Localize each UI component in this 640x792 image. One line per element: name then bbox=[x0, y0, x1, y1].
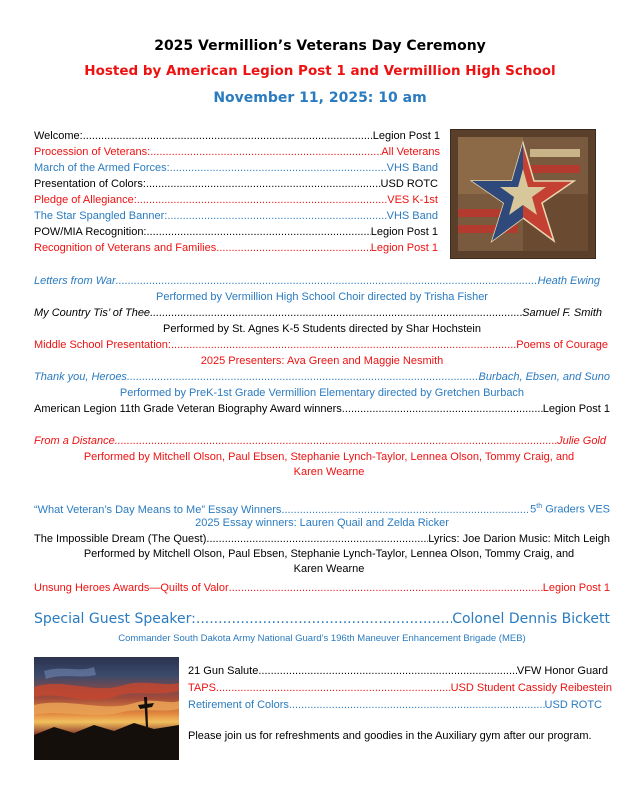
program-item-letters: Letters from War ..... Heath Ewing bbox=[34, 274, 600, 288]
distance-performers-line2: Karen Wearne bbox=[293, 466, 365, 478]
sunset-painting-image bbox=[34, 657, 179, 760]
program-item-pledge: Pledge of Allegiance: ..... VES K-1st bbox=[34, 193, 438, 207]
speaker-label: Special Guest Speaker: bbox=[34, 611, 196, 627]
sunset-flag-icon bbox=[34, 657, 179, 760]
refreshments-note: Please join us for refreshments and goodies in the Auxiliary gym after our program. bbox=[188, 730, 592, 742]
essay-winners-line: 2025 Essay winners: Lauren Quail and Zelda Ricker bbox=[195, 517, 449, 529]
speaker-title: Commander South Dakota Army National Guard’s 196th Maneuver Enhancement Brigade (MEB) bbox=[118, 633, 526, 644]
letters-performers: Performed by Vermillion High School Choir directed by Trisha Fisher bbox=[156, 291, 488, 303]
presenters-line: 2025 Presenters: Ava Green and Maggie Nesmith bbox=[200, 355, 444, 367]
program-item-march: March of the Armed Forces: ..... VHS Band bbox=[34, 161, 438, 175]
program-item-legion-award: American Legion 11th Grade Veteran Biography Award winners ..... Legion Post 1 bbox=[34, 402, 610, 416]
dream-performers-line2: Karen Wearne bbox=[293, 563, 365, 575]
program-item-country: My Country Tis’ of Thee ..... Samuel F. Smith bbox=[34, 306, 602, 320]
program-item-procession: Procession of Veterans: ..... All Veterans bbox=[34, 145, 440, 159]
dream-performers bbox=[48, 547, 610, 577]
program-item-recognition: Recognition of Veterans and Families ..... Legion Post 1 bbox=[34, 241, 438, 255]
date-line: November 11, 2025: 10 am bbox=[213, 90, 427, 106]
program-item-middle-school: Middle School Presentation: ..... Poems of Courage bbox=[34, 338, 608, 352]
program-item-dream: The Impossible Dream (The Quest) ..... Lyrics: Joe Darion Music: Mitch Leigh bbox=[34, 532, 610, 546]
country-performers: Performed by St. Agnes K-5 Students directed by Shar Hochstein bbox=[163, 323, 481, 335]
distance-performers-line1: Performed by Mitchell Olson, Paul Ebsen, Stephanie Lynch-Taylor, Lennea Olson, Tommy Craig, and bbox=[83, 451, 575, 463]
star-quilt-image bbox=[450, 129, 596, 259]
program-item-distance: From a Distance ..... Julie Gold bbox=[34, 434, 606, 448]
program-item-powmia: POW/MIA Recognition: ..... Legion Post 1 bbox=[34, 225, 438, 239]
speaker-name: Colonel Dennis Bickett bbox=[452, 611, 610, 627]
program-item-essay: “What Veteran’s Day Means to Me” Essay Winners ..... 5th Graders VES bbox=[34, 500, 610, 514]
program-item-welcome: Welcome: ..... Legion Post 1 bbox=[34, 129, 440, 143]
program-item-taps: TAPS ..... USD Student Cassidy Reibestein bbox=[188, 681, 612, 695]
guest-speaker-line bbox=[34, 611, 610, 627]
program-item-unsung: Unsung Heroes Awards—Quilts of Valor ..... Legion Post 1 bbox=[34, 581, 610, 595]
dream-performers-line1: Performed by Mitchell Olson, Paul Ebsen, Stephanie Lynch-Taylor, Lennea Olson, Tommy Craig, and bbox=[83, 548, 575, 560]
program-item-thank-you: Thank you, Heroes ..... Burbach, Ebsen, and Suno bbox=[34, 370, 610, 384]
program-item-colors: Presentation of Colors: ..... USD ROTC bbox=[34, 177, 438, 191]
program-item-gun-salute: 21 Gun Salute ..... VFW Honor Guard bbox=[188, 664, 608, 678]
distance-performers bbox=[48, 450, 610, 480]
star-quilt-icon bbox=[450, 129, 596, 259]
ceremony-title: 2025 Vermillion’s Veterans Day Ceremony bbox=[154, 38, 486, 54]
program-item-retirement: Retirement of Colors ..... USD ROTC bbox=[188, 698, 602, 712]
thankyou-performers: Performed by PreK-1st Grade Vermillion Elementary directed by Gretchen Burbach bbox=[119, 387, 525, 399]
host-line: Hosted by American Legion Post 1 and Vermillion High School bbox=[84, 63, 556, 79]
program-item-anthem: The Star Spangled Banner: ..... VHS Band bbox=[34, 209, 438, 223]
